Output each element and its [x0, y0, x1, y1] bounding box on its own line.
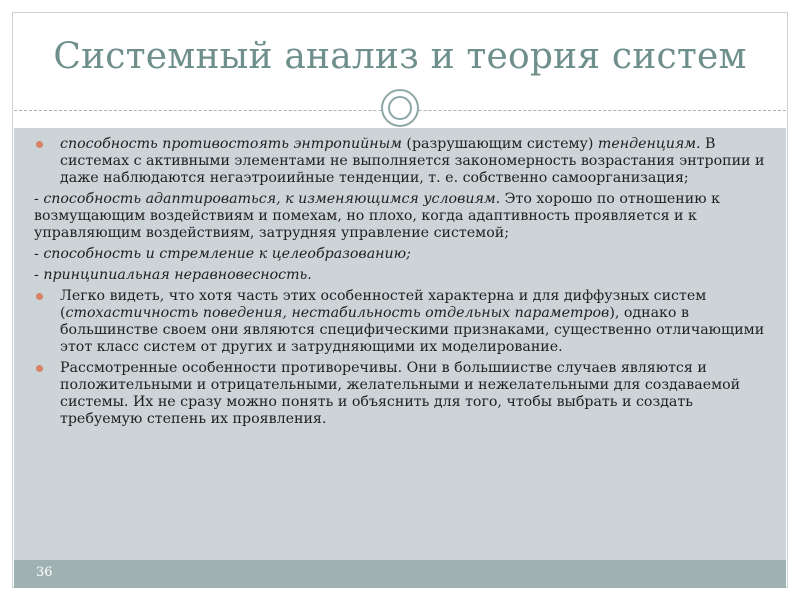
- bullet-paragraph-2: [34, 288, 769, 356]
- bullet-dot-icon: [36, 141, 43, 148]
- circle-ornament-icon: [381, 89, 419, 127]
- dash-paragraph-2: [34, 246, 769, 263]
- bullet-paragraph-3: [34, 360, 769, 428]
- d3-dash: -: [34, 267, 44, 283]
- page-number: 36: [36, 565, 53, 580]
- footer-bar: [14, 560, 786, 588]
- dash-paragraph-3: [34, 267, 769, 284]
- b3-text-1: Рассмотренные особенности противоречивы. Они в большиистве случаев являются и положительными и отрицательными, желательными и нежелательными для создаваемой системы. Их не сразу можно понять и объяснить для того, чтобы выбрать и создать требуемую степень их проявления.: [60, 360, 741, 427]
- slide-body: [34, 136, 769, 432]
- d1-dash: -: [34, 191, 44, 207]
- dash-paragraph-1: [34, 191, 769, 242]
- bullet-paragraph-1: [34, 136, 769, 187]
- b1-italic-1: способность противостоять энтропийным: [60, 136, 402, 152]
- d1-italic: способность адаптироваться, к изменяющимся условиям.: [43, 191, 501, 207]
- d2-dash: -: [34, 246, 44, 262]
- b1-text-4: В системах с активными элементами не выполняется закономерность возрастания энтропии и даже наблюдаются негаэтроиийные тенденции, т. е. собственно самоорганизация;: [60, 136, 765, 186]
- d2-italic: способность и стремление к целеобразованию;: [43, 246, 411, 262]
- b2-italic-2: стохастичность поведения, нестабильность отдельных параметров: [65, 305, 610, 321]
- bullet-dot-icon: [36, 293, 43, 300]
- d1-text: Это хорошо по отношению к возмущающим воздействиям и помехам, но плохо, когда адаптивность проявляется и к управляющим воздействиям, затрудняя управление системой;: [34, 191, 720, 241]
- slide-title: Системный анализ и теория систем: [53, 36, 747, 77]
- b1-italic-3: тенденциям.: [597, 136, 701, 152]
- b2-text-1: Легко видеть, что хотя часть этих особенностей характерна и для диффузных систем (: [60, 288, 707, 321]
- content-panel: [14, 128, 786, 560]
- circle-ornament-inner: [388, 96, 412, 120]
- b2-text-3: ), однако в большинстве своем они являются специфическими признаками, существенно отличающими этот класс систем от других и затрудняющими их моделирование.: [60, 305, 765, 355]
- d3-italic: принципиальная неравновесность.: [43, 267, 312, 283]
- bullet-dot-icon: [36, 365, 43, 372]
- b1-text-2: (разрушающим систему): [401, 136, 598, 152]
